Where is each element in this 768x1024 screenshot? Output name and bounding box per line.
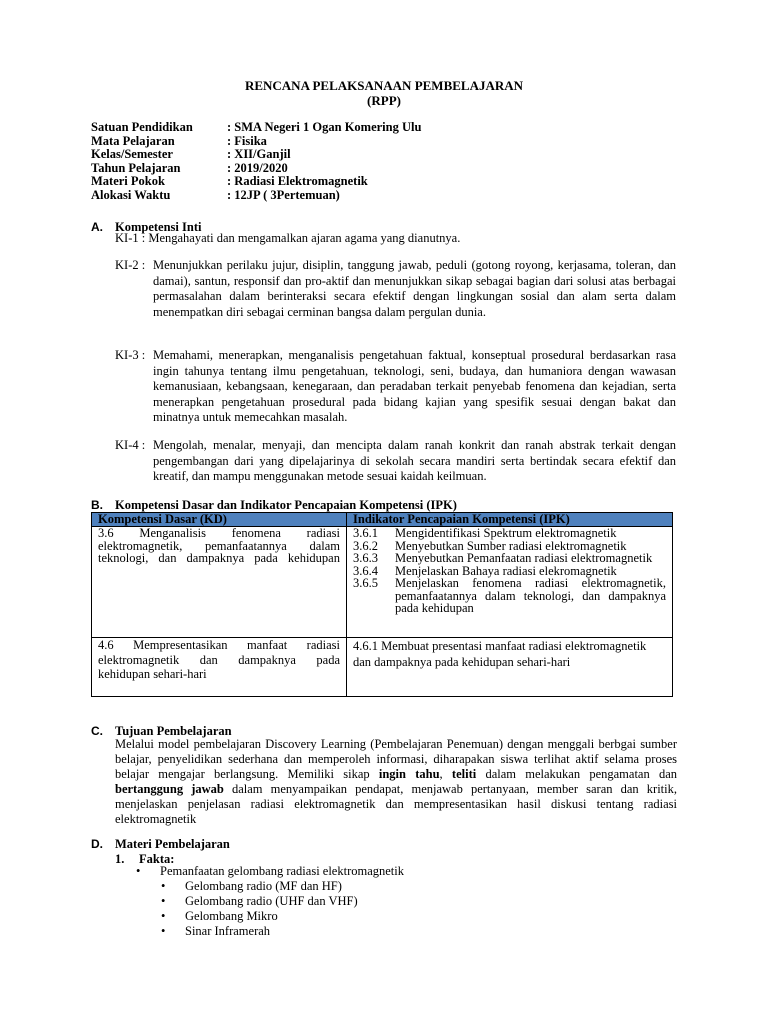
meta-value: : XII/Ganjil [227, 147, 291, 161]
list-item [161, 894, 358, 909]
ipk-code: 3.6.5 [353, 576, 378, 590]
ipk-code: 3.6.3 [353, 551, 378, 565]
meta-label: Kelas/Semester [91, 147, 173, 161]
column-header-kd: Kompetensi Dasar (KD) [92, 513, 347, 527]
ipk-text: Menjelaskan fenomena radiasi elektromagnetik, pemanfaatannya dalam teknologi, dan dampaknya pada kehidupan [395, 576, 666, 615]
ipk-cell [347, 638, 673, 697]
meta-row [91, 162, 421, 176]
ki-2 [115, 258, 676, 320]
meta-label: Tahun Pelajaran [91, 160, 181, 175]
tujuan-text: , [439, 767, 452, 781]
section-letter: C. [91, 724, 103, 738]
tujuan-paragraph [115, 737, 677, 827]
ipk-item [353, 577, 666, 615]
list-item-text: Sinar Inframerah [185, 924, 271, 938]
meta-row [91, 189, 421, 203]
bullet-icon: • [136, 864, 141, 878]
section-b-heading [91, 498, 457, 513]
meta-value: : SMA Negeri 1 Ogan Komering Ulu [227, 120, 422, 134]
tujuan-bold: teliti [451, 767, 477, 781]
ipk-text: Menjelaskan Bahaya radiasi elekromagnetik [395, 563, 617, 578]
section-title: Tujuan Pembelajaran [115, 724, 232, 738]
tujuan-bold: ingin tahu [378, 767, 440, 781]
kd-text: 3.6 Menganalisis fenomena radiasi elektromagnetik, pemanfaatannya dalam teknologi, dan dampaknya pada kehidupan [98, 526, 340, 565]
ki-3 [115, 348, 676, 426]
list-item [161, 879, 358, 894]
meta-label: Materi Pokok [91, 174, 165, 188]
kd-text: 4.6 Mempresentasikan manfaat radiasi elektromagnetik dan dampaknya pada kehidupan sehari-hari [98, 638, 340, 681]
meta-row [91, 135, 421, 149]
meta-row [91, 148, 421, 162]
bullet-icon: • [161, 909, 166, 923]
ki-1 [115, 231, 676, 247]
meta-value: : Fisika [227, 133, 267, 148]
list-item [161, 909, 358, 924]
ki-4-label: KI-4 : [115, 438, 146, 452]
section-letter: B. [91, 498, 103, 512]
meta-row [91, 175, 421, 189]
section-title: Materi Pembelajaran [115, 837, 230, 851]
tujuan-text: Melalui model pembelajaran Discovery Learning (Pembelajaran Penemuan) dengan menggali berbgai sumber belajar, penyelidikan sederhana dan memperoleh informasi, diharapakan siswa terlihat aktif selama proses belajar mengajar berlangsung. Memiliki sikap [115, 737, 677, 781]
meta-label: Mata Pelajaran [91, 133, 175, 148]
list-item [136, 864, 404, 879]
ipk-text: Menyebutkan Pemanfaatan radiasi elektromagnetik [395, 551, 653, 565]
list-item-text: Gelombang radio (MF dan HF) [185, 879, 342, 893]
ki-4-text: Mengolah, menalar, menyaji, dan mencipta dalam ranah konkrit dan ranah abstrak terkait dengan pengembangan dari yang dipelajarinya di sekolah secara mandiri serta bertindak secara efektif dan kreatif, dan mampu menggunakan metode sesuai kaidah keilmuan. [153, 438, 676, 483]
ki-2-text: Menunjukkan perilaku jujur, disiplin, tanggung jawab, peduli (gotong royong, kerjasama, toleran, dan damai), santun, responsif dan pro-aktif dan menunjukkan sikap sebagai bagian dari solusi atas berbagai permasalahan dalam berinteraksi secara efektif dengan lingkungan sosial dan alam serta dalam menempatkan diri sebagai cerminan bangsa dalam pergulan dunia. [153, 258, 676, 319]
ipk-item [353, 552, 666, 565]
section-title: Kompetensi Inti [115, 220, 202, 234]
meta-row [91, 121, 421, 135]
ki-3-text: Memahami, menerapkan, menganalisis pengetahuan faktual, konseptual prosedural berdasarkan rasa ingin tahunya tentang ilmu pengetahuan, teknologi, seni, budaya, dan humaniora dengan wawasan kemanusiaan, kebangsaan, kenegaraan, dan peradaban terkait penyebab fenomena dan kejadian, serta menerapkan pengetahuan prosedural pada bidang kajian yang spesifik sesuai dengan bakat dan minatnya untuk memecahkan masalah. [153, 348, 676, 424]
kd-cell [92, 638, 347, 697]
ki-1-text: KI-1 : Mengahayati dan mengamalkan ajaran agama yang dianutnya. [115, 231, 461, 245]
bullet-icon: • [161, 894, 166, 908]
list-item [161, 924, 358, 939]
meta-value: : Radiasi Elektromagnetik [227, 174, 368, 188]
section-letter: A. [91, 220, 103, 234]
ipk-text: 4.6.1 Membuat presentasi manfaat radiasi elektromagnetik dan dampaknya pada kehidupan sehari-hari [353, 639, 647, 669]
column-header-ipk: Indikator Pencapaian Kompetensi (IPK) [347, 513, 673, 527]
ipk-code: 3.6.1 [353, 526, 378, 540]
identity-block [91, 121, 421, 202]
table-row [92, 638, 673, 697]
ipk-code: 3.6.4 [353, 563, 378, 578]
ki-4 [115, 438, 676, 485]
sub-list [161, 879, 358, 939]
document-title: RENCANA PELAKSANAAN PEMBELAJARAN [244, 78, 524, 93]
meta-value: : 2019/2020 [227, 160, 288, 175]
list-item-text: Pemanfaatan gelombang radiasi elektromagnetik [160, 864, 405, 878]
tujuan-bold: bertanggung jawab [115, 782, 224, 796]
section-title: Kompetensi Dasar dan Indikator Pencapaian Kompetensi (IPK) [115, 498, 457, 512]
section-d-heading [91, 837, 230, 852]
tujuan-text: dalam menyampaikan pendapat, menjawab pertanyaan, member saran dan kritik, menjelaskan penjelasan radiasi elektromagnetik dan mempresentasikan hasil diskusi tentang radiasi elektromagnetik [115, 782, 677, 826]
list-item-text: Gelombang radio (UHF dan VHF) [185, 894, 358, 908]
ipk-item [353, 527, 666, 540]
meta-value: : 12JP ( 3Pertemuan) [227, 187, 340, 202]
ipk-code: 3.6.2 [353, 538, 378, 553]
kd-cell [92, 527, 347, 638]
document-subtitle: (RPP) [367, 93, 401, 108]
ipk-text: Menyebutkan Sumber radiasi elektromagnetik [395, 538, 627, 553]
meta-label: Alokasi Waktu [91, 187, 171, 202]
meta-label: Satuan Pendidikan [91, 120, 193, 134]
table-row [92, 527, 673, 638]
ki-3-label: KI-3 : [115, 348, 146, 362]
tujuan-text: dalam melakukan pengamatan dan [476, 767, 678, 781]
kd-ipk-table [91, 512, 673, 697]
fakta-label: Fakta: [139, 852, 175, 866]
section-letter: D. [91, 837, 103, 851]
list-number: 1. [115, 852, 125, 866]
ipk-text: Mengidentifikasi Spektrum elektromagnetik [395, 526, 617, 540]
bullet-icon: • [161, 924, 166, 938]
ki-2-label: KI-2 : [115, 258, 146, 272]
list-item-text: Gelombang Mikro [185, 909, 278, 923]
table-header-row [92, 513, 673, 527]
ipk-cell [347, 527, 673, 638]
bullet-icon: • [161, 879, 166, 893]
